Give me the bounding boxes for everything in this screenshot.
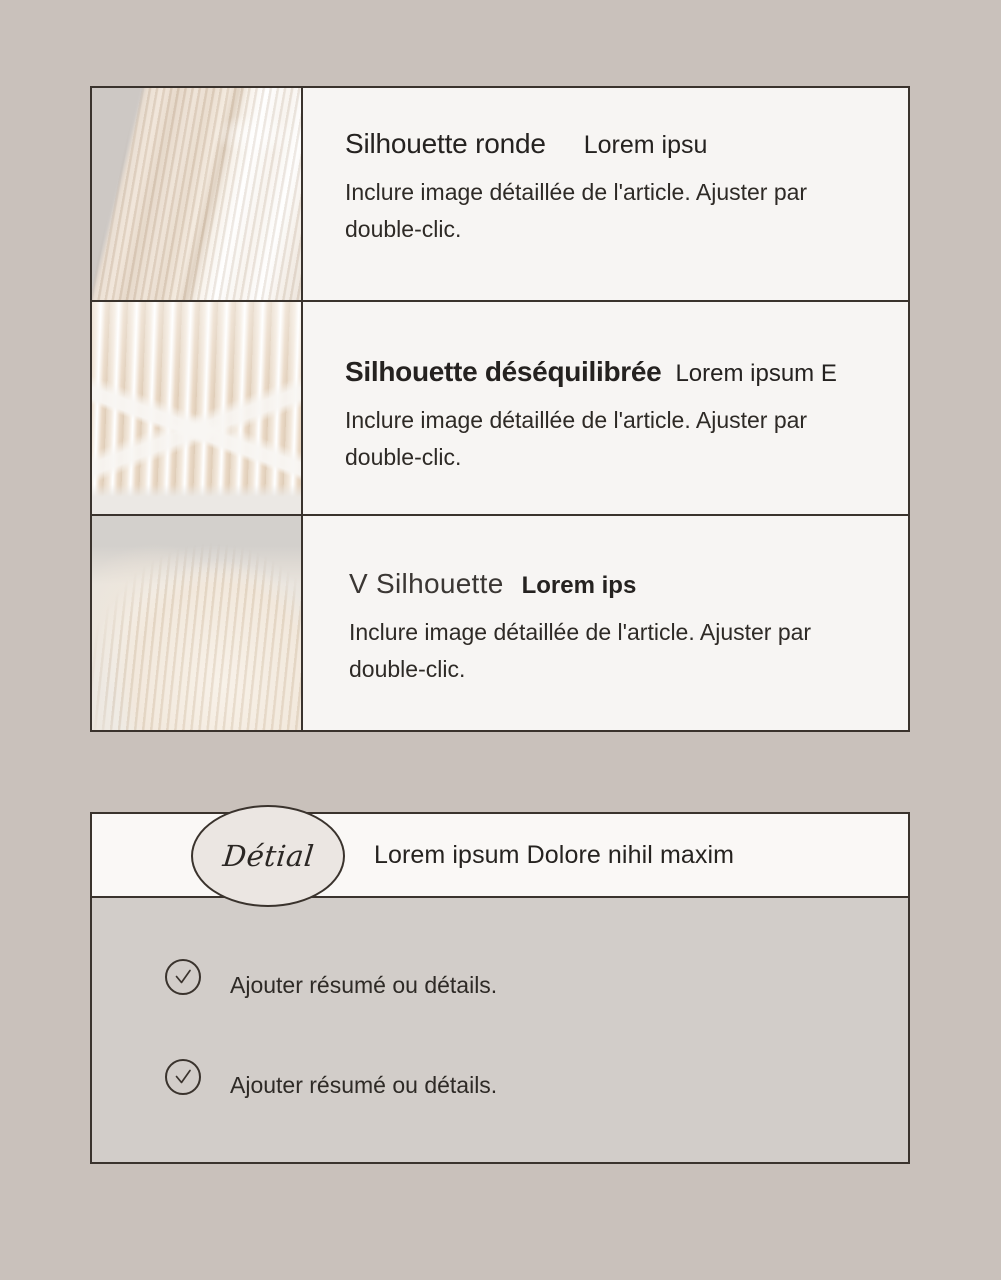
silhouette-thumbnail-1[interactable] xyxy=(92,88,303,300)
silhouette-title: Silhouette déséquilibrée xyxy=(345,356,662,387)
detail-panel xyxy=(90,812,910,1164)
silhouette-description: Inclure image détaillée de l'article. Ajuster par double-clic. xyxy=(345,179,808,243)
product-photo-image xyxy=(92,302,301,514)
detail-badge xyxy=(191,805,345,907)
list-item[interactable] xyxy=(164,958,908,996)
check-circle-icon[interactable] xyxy=(164,1058,202,1096)
detail-panel-body xyxy=(92,898,908,1162)
list-item[interactable] xyxy=(164,1058,908,1096)
silhouette-subtitle: Lorem ipsum E xyxy=(675,360,837,387)
check-circle-icon[interactable] xyxy=(164,958,202,996)
silhouette-table xyxy=(90,86,910,732)
product-photo-image xyxy=(92,516,301,730)
table-row[interactable] xyxy=(92,88,908,302)
silhouette-title: V Silhouette xyxy=(349,568,504,599)
silhouette-description: Inclure image détaillée de l'article. Ajuster par double-clic. xyxy=(345,407,808,471)
detail-panel-title: Lorem ipsum Dolore nihil maxim xyxy=(374,840,735,869)
silhouette-description: Inclure image détaillée de l'article. Ajuster par double-clic. xyxy=(349,619,812,683)
silhouette-detail-cell-2 xyxy=(303,302,908,514)
silhouette-thumbnail-3[interactable] xyxy=(92,516,303,730)
silhouette-thumbnail-2[interactable] xyxy=(92,302,303,514)
detail-badge-label: Détial xyxy=(220,839,316,873)
product-photo-image xyxy=(92,88,301,300)
silhouette-title: Silhouette ronde xyxy=(345,128,546,159)
silhouette-subtitle: Lorem ips xyxy=(521,572,637,599)
silhouette-heading xyxy=(345,356,880,388)
silhouette-detail-cell-1 xyxy=(303,88,908,300)
list-item-label: Ajouter résumé ou détails. xyxy=(230,971,498,998)
list-item-label: Ajouter résumé ou détails. xyxy=(230,1071,498,1098)
table-row[interactable] xyxy=(92,516,908,730)
silhouette-heading xyxy=(349,568,880,600)
table-row[interactable] xyxy=(92,302,908,516)
silhouette-detail-cell-3 xyxy=(303,516,908,730)
silhouette-heading xyxy=(345,128,880,160)
silhouette-subtitle: Lorem ipsu xyxy=(583,131,708,159)
